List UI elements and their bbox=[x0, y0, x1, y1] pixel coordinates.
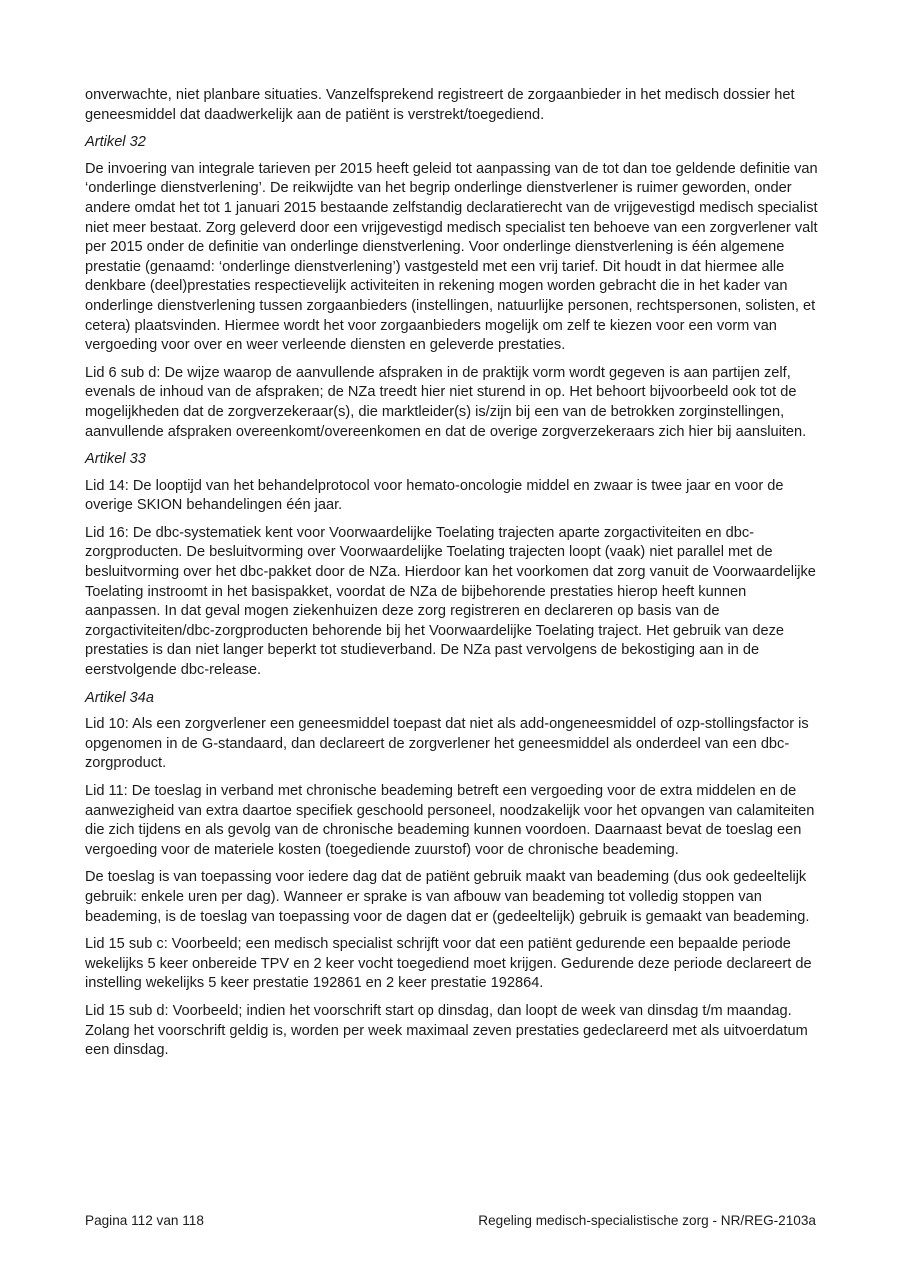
paragraph-artikel-32: De invoering van integrale tarieven per 2015 heeft geleid tot aanpassing van de tot dan toe geldende definitie van ‘onderlinge dienstverlening’. De reikwijdte van het begrip onderlinge dienstverlener is ruimer geworden, onder andere omdat het tot 1 januari 2015 bestaande zelfstandig declaratierecht van de vrijgevestigd medisch specialist niet meer bestaat. Zorg geleverd door een vrijgevestigd medisch specialist ten behoeve van een zorgverlener valt per 2015 onder de definitie van onderlinge dienstverlening. Voor onderlinge dienstverlening is één algemene prestatie (genaamd: ‘onderlinge dienstverlening’) vastgesteld met een vrij tarief. Dit houdt in dat hiermee alle denkbare (deel)prestaties respectievelijk activiteiten in rekening mogen worden gebracht die in het kader van onderlinge dienstverlening tussen zorgaanbieders (instellingen, natuurlijke personen, rechtspersonen, solisten, et cetera) plaatsvinden. Hiermee wordt het voor zorgaanbieders mogelijk om zelf te kiezen voor een vorm van vergoeding voor over en weer verleende diensten en geleverde prestaties. bbox=[85, 160, 818, 354]
paragraph-toeslag-toepassing: De toeslag is van toepassing voor iedere dag dat de patiënt gebruik maakt van beademing (dus ook gedeeltelijk gebruik: enkele uren per dag). Wanneer er sprake is van afbouw van beademing tot volledig stoppen van beademing, is de toeslag van toepassing voor de dagen dat er (gedeeltelijk) gebruik is gemaakt van beademing. bbox=[85, 869, 810, 925]
heading-artikel-32: Artikel 32 bbox=[85, 134, 146, 151]
paragraph-intro: onverwachte, niet planbare situaties. Vanzelfsprekend registreert de zorgaanbieder in het medisch dossier het geneesmiddel dat daadwerkelijk aan de patiënt is verstrekt/toegediend. bbox=[85, 87, 795, 123]
document-body bbox=[85, 86, 818, 1069]
heading-artikel-34a: Artikel 34a bbox=[85, 689, 154, 706]
page-number: Pagina 112 van 118 bbox=[85, 1213, 204, 1228]
heading-artikel-33: Artikel 33 bbox=[85, 451, 146, 468]
document-reference: Regeling medisch-specialistische zorg - NR/REG-2103a bbox=[478, 1213, 816, 1228]
paragraph-lid-6-sub-d: Lid 6 sub d: De wijze waarop de aanvullende afspraken in de praktijk vorm wordt gegeven is aan partijen zelf, evenals de inhoud van de afspraken; de NZa treedt hier niet sturend in op. Het behoort bijvoorbeeld ook tot de mogelijkheden dat de zorgverzekeraar(s), die marktleider(s) is/zijn bij een van de betrokken zorginstellingen, aanvullende afspraken overeenkomt/overeenkomen en dat de overige zorgverzekeraars zich hier bij aansluiten. bbox=[85, 364, 807, 440]
page-footer bbox=[85, 1212, 816, 1229]
paragraph-lid-14: Lid 14: De looptijd van het behandelprotocol voor hemato-oncologie middel en zwaar is twee jaar en voor de overige SKION behandelingen één jaar. bbox=[85, 477, 784, 514]
paragraph-lid-11: Lid 11: De toeslag in verband met chronische beademing betreft een vergoeding voor de extra middelen en de aanwezigheid van extra daartoe specifiek geschoold personeel, noodzakelijk voor het opvangen van calamiteiten die zich tijdens en als gevolg van de chronische beademing kunnen voordoen. Daarnaast bevat de toeslag een vergoeding voor de materiele kosten (toegediende zuurstof) voor de chronische beademing. bbox=[85, 783, 815, 858]
paragraph-lid-15-sub-d: Lid 15 sub d: Voorbeeld; indien het voorschrift start op dinsdag, dan loopt de week van dinsdag t/m maandag. Zolang het voorschrift geldig is, worden per week maximaal zeven prestaties gedeclareerd met als uitvoerdatum een dinsdag. bbox=[85, 1002, 808, 1059]
paragraph-lid-15-sub-c: Lid 15 sub c: Voorbeeld; een medisch specialist schrijft voor dat een patiënt gedurende een bepaalde periode wekelijks 5 keer onbereide TPV en 2 keer vocht toegediend moet krijgen. Gedurende deze periode declareert de instelling wekelijks 5 keer prestatie 192861 en 2 keer prestatie 192864. bbox=[85, 936, 812, 992]
paragraph-lid-16: Lid 16: De dbc-systematiek kent voor Voorwaardelijke Toelating trajecten aparte zorgactiviteiten en dbc-zorgproducten. De besluitvorming over Voorwaardelijke Toelating trajecten loopt (vaak) niet parallel met de besluitvorming over het dbc-pakket door de NZa. Hierdoor kan het voorkomen dat zorg vanuit de Voorwaardelijke Toelating instroomt in het basispakket, voordat de NZa de bijbehorende prestaties hierop heeft kunnen aanpassen. In dat geval mogen ziekenhuizen deze zorg registreren en declareren op basis van de zorgactiviteiten/dbc-zorgproducten behorende bij het Voorwaardelijke Toelating traject. Het gebruik van deze prestaties is dan niet langer beperkt tot studieverband. De NZa past vervolgens de bekostiging aan in de eerstvolgende dbc-release. bbox=[85, 524, 816, 679]
paragraph-lid-10: Lid 10: Als een zorgverlener een geneesmiddel toepast dat niet als add-ongeneesmiddel of ozp-stollingsfactor is opgenomen in de G-standaard, dan declareert de zorgverlener het geneesmiddel als onderdeel van een dbc-zorgproduct. bbox=[85, 716, 809, 772]
